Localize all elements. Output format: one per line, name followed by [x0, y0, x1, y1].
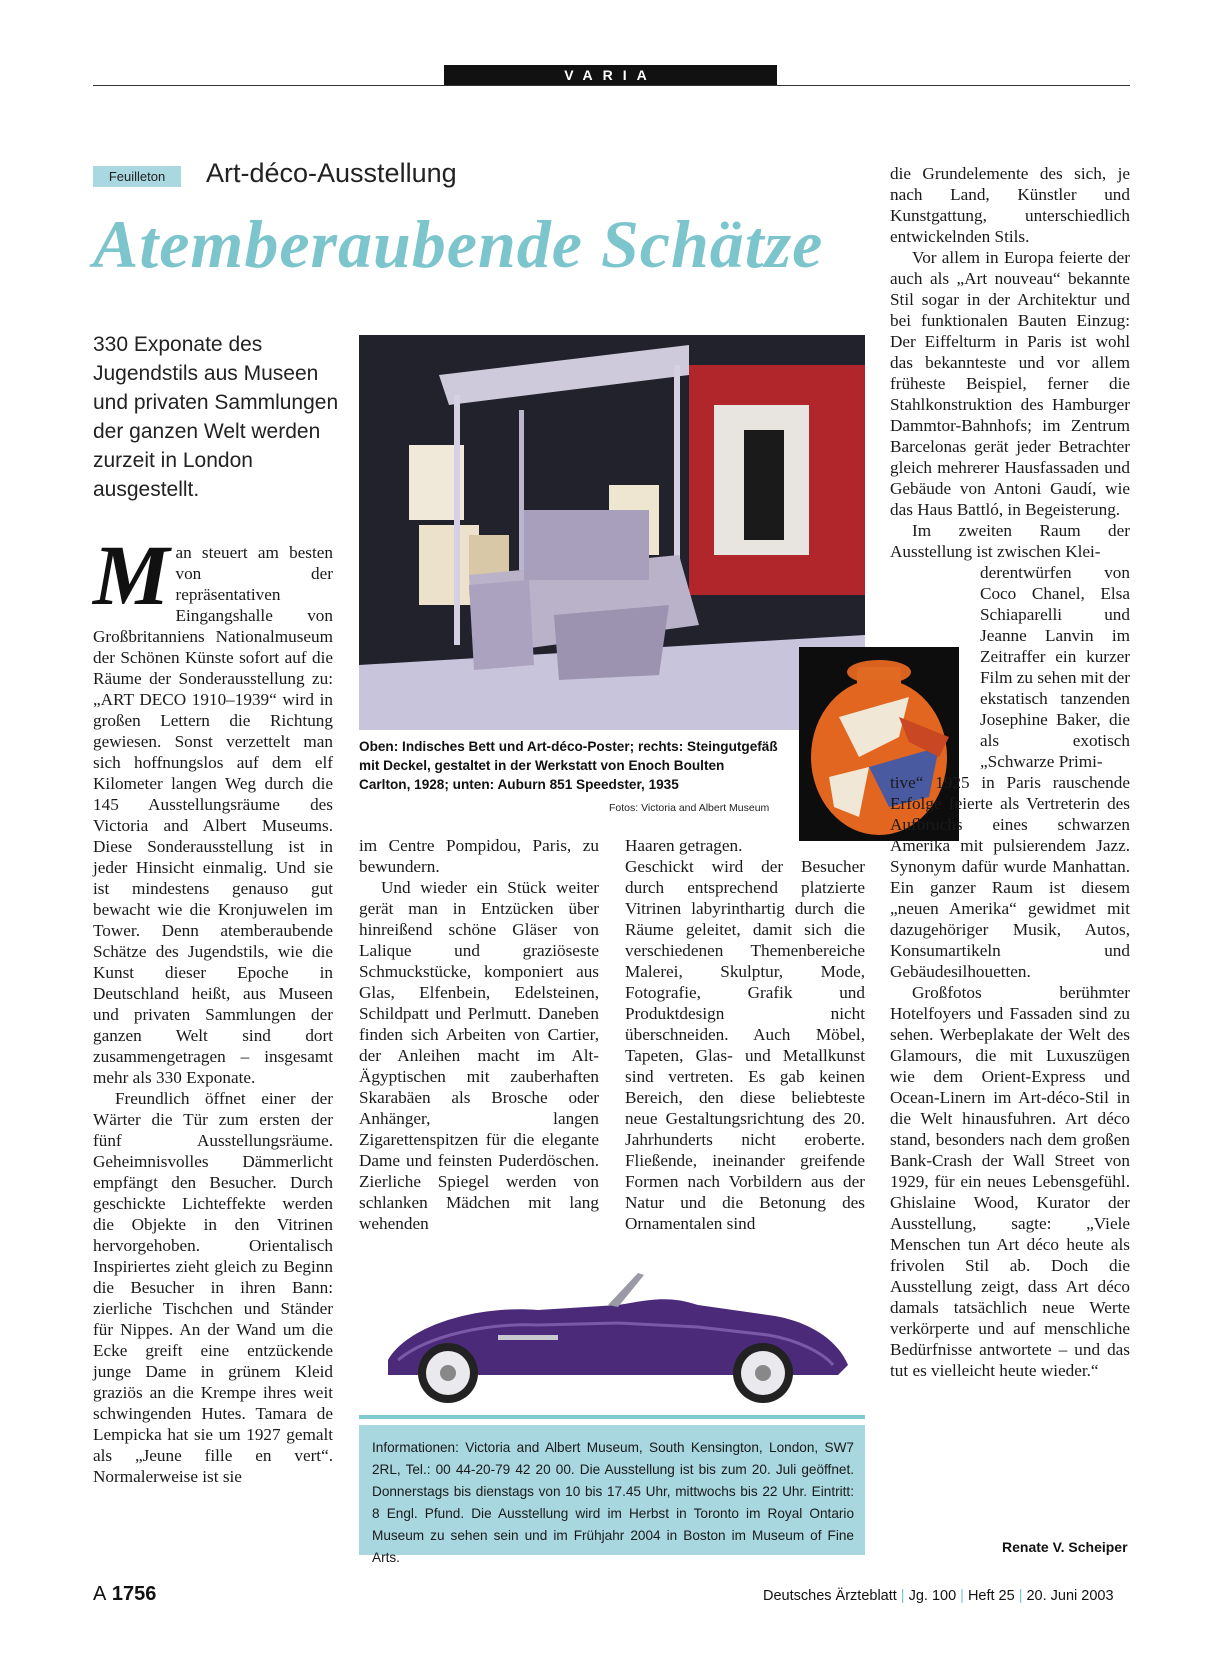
photo-indian-bed [359, 335, 865, 730]
paragraph: Und wieder ein Stück weiter gerät man in Entzücken über hinreißend schöne Gläser von Lalique und graziöseste Schmuckstücke, komponiert aus Glas, Elfenbein, Edelsteinen, Schildpatt und Perlmutt. Daneben finden sich Arbeiten von Cartier, der Anleihen macht im Alt-Ägyptischen mit zauberhaften Skarabäen als Brosche oder Anhänger, langen Zigarettenspitzen für die elegante Dame und feinsten Puderdöschen. Zierliche Spiegel werden von schlanken Mädchen mit lang wehenden [359, 878, 599, 1233]
page-prefix: A [93, 1583, 107, 1605]
section-label: VARIA [444, 65, 777, 85]
journal-volume: Jg. 100 [908, 1588, 957, 1604]
paragraph: Geschickt wird der Besucher durch entsprechend platzierte Vitrinen labyrinthartig durch die Räume geleitet, damit sich die verschiedenen Themenbereiche Malerei, Skulptur, Mode, Fotografie, Grafik und Produktdesign nicht überschneiden. Auch Möbel, Tapeten, Glas- und Metallkunst sind vertreten. Es gab keinen Bereich, den diese beliebteste neue Gestaltungsrichtung des 20. Jahrhunderts nicht eroberte. Fließende, ineinander greifende Formen nach Vorbildern aus der Natur und die Betonung des Ornamentalen sind [625, 857, 865, 1233]
header-rule [93, 85, 1130, 86]
paragraph: die Grundelemente des sich, je nach Land, Künstler und Kunstgattung, unterschiedlich entwickelnden Stils. [890, 164, 1130, 246]
journal-date: 20. Juni 2003 [1026, 1588, 1114, 1604]
paragraph: Vor allem in Europa feierte der auch als „Art nouveau“ bekannte Stil sogar in der Architektur und bei funktionalen Bauten Einzug: Der Eiffelturm in Paris ist wohl das bekannteste und vor allem früheste Beispiel, ferner die Stahlkonstruktion des Hamburger Dammtor-Bahnhofs; im Zentrum Barcelonas gerät jeder Betrachter gleich mehrerer Hausfassaden und Gebäude von Antoni Gaudí, wie das Haus Battló, in Begeisterung. [890, 248, 1130, 519]
photo-credit: Fotos: Victoria and Albert Museum [609, 802, 770, 814]
paragraph: Freundlich öffnet einer der Wärter die Tür zum ersten der fünf Ausstellungsräume. Geheimnisvolles Dämmerlicht empfängt den Besucher. Durch geschickte Lichteffekte werden die Objekte in den Vitrinen hervorgehoben. Orientalisch Inspiriertes zieht gleich zu Beginn die Besucher in ihren Bann: zierliche Tischchen und Ständer für Nippes. An der Wand um die Ecke greift eine entzückende junge Dame in grünem Kleid graziös an die Krempe ihres weit schwingenden Hutes. Tamara de Lempicka hat sie um 1927 gemalt als „Jeune fille en vert“. Normalerweise ist sie [93, 1089, 333, 1486]
paragraph: an steuert am besten von der repräsentativen Eingangshalle von Großbritanniens Nationalmuseum der Schönen Künste sofort auf die Räume der Sonderausstellung zu: „ART DECO 1910–1939“ wird in großen Lettern die Richtung gewiesen. Sonst verzettelt man sich hoffnungslos auf dem elf Kilometer langen Weg durch die 145 Ausstellungsräume des Victoria and Albert Museums. Diese Sonderausstellung ist in jeder Hinsicht einmalig. Und sie ist mindestens genauso gut bewacht wie die Kronjuwelen im Tower. Denn atemberaubende Schätze des Jugendstils, wie die Kunst dieser Epoche in Deutschland heißt, aus Museen und privaten Sammlungen der ganzen Welt sind dort zusammengetragen – insgesamt mehr als 330 Exponate. [93, 543, 333, 1087]
kicker: Art-déco-Ausstellung [206, 158, 457, 188]
page-number [93, 1583, 156, 1606]
info-box-rule [359, 1415, 865, 1419]
journal-footer [763, 1588, 1114, 1604]
footer-separator: | [1018, 1588, 1023, 1604]
footer-separator: | [960, 1588, 964, 1604]
photo-auburn-speedster [368, 1265, 858, 1415]
info-box-text: Informationen: Victoria and Albert Museum, South Kensington, London, SW7 2RL, Tel.: 00 44-20-79 42 20 00. Die Ausstellung ist bis zum 20. Juli geöffnet. Donnerstags bis dienstags von 10 bis 17.45 Uhr, mittwochs bis 22 Uhr. Eintritt: 8 Engl. Pfund. Die Ausstellung wird im Herbst in Toronto im Royal Ontario Museum zu sehen sein und im Frühjahr 2004 in Boston im Museum of Fine Arts. [372, 1440, 854, 1565]
article-column-4 [890, 163, 1130, 1381]
paragraph: im Centre Pompidou, Paris, zu bewundern. [359, 836, 599, 876]
journal-name: Deutsches Ärzteblatt [763, 1588, 897, 1604]
paragraph-wrapped: derentwürfen von Coco Chanel, Elsa Schiaparelli und Jeanne Lanvin im Zeitraffer ein kurzer Film zu sehen mit der ekstatisch tanzenden Josephine Baker, die als exotisch „Schwarze Primi- [980, 563, 1130, 771]
paragraph: Großfotos berühmter Hotelfoyers und Fassaden sind zu sehen. Werbeplakate der Welt des Glamours, die mit Luxuszügen wie dem Orient-Express und Ocean-Linern im Art-déco-Stil in die Welt hinausfuhren. Art déco stand, besonders nach dem großen Bank-Crash der Wall Street von 1929, für ein neues Lebensgefühl. Ghislaine Wood, Kurator der Ausstellung, sagte: „Viele Menschen tun Art déco heute als frivolen Stil ab. Doch die Ausstellung zeigt, dass Art déco damals tatsächlich neue Werte verkörperte und auf menschliche Bedürfnisse antwortete – und das tut es vielleicht heute wieder.“ [890, 983, 1130, 1380]
car-illustration [368, 1265, 858, 1415]
paragraph: Haaren getragen. [625, 836, 743, 855]
paragraph: tive“ 1925 in Paris rauschende Erfolge feierte als Vertreterin des Aufbruchs eines schwarzen Amerika mit pulsierendem Jazz. Synonym dafür wurde Manhattan. Ein ganzer Raum ist diesem „neuen Amerika“ gewidmet mit dazugehöriger Musik, Autos, Konsumartikeln und Gebäudesilhouetten. [890, 773, 1130, 981]
dropcap: M [93, 527, 170, 623]
article-column-2 [359, 835, 599, 1234]
article-column-1 [93, 527, 333, 1487]
photo-caption: Oben: Indisches Bett und Art-déco-Poster; rechts: Steingutgefäß mit Deckel, gestaltet in der Werkstatt von Enoch Boulten Carlton, 1928; unten: Auburn 851 Speedster, 1935 [359, 739, 778, 792]
article-column-3 [625, 835, 865, 1234]
journal-issue: Heft 25 [967, 1588, 1015, 1604]
lead-paragraph: 330 Exponate des Jugendstils aus Museen und privaten Sammlungen der ganzen Welt werden zurzeit in London ausgestellt. [93, 333, 339, 501]
bed-illustration [359, 335, 865, 730]
footer-separator: | [900, 1588, 905, 1604]
category-tag: Feuilleton [93, 166, 181, 187]
page-number-value: 1756 [111, 1583, 157, 1605]
author-byline: Renate V. Scheiper [1002, 1539, 1128, 1555]
headline: Atemberaubende Schätze [93, 206, 824, 282]
paragraph: Im zweiten Raum der Ausstellung ist zwischen Klei- [890, 521, 1130, 561]
